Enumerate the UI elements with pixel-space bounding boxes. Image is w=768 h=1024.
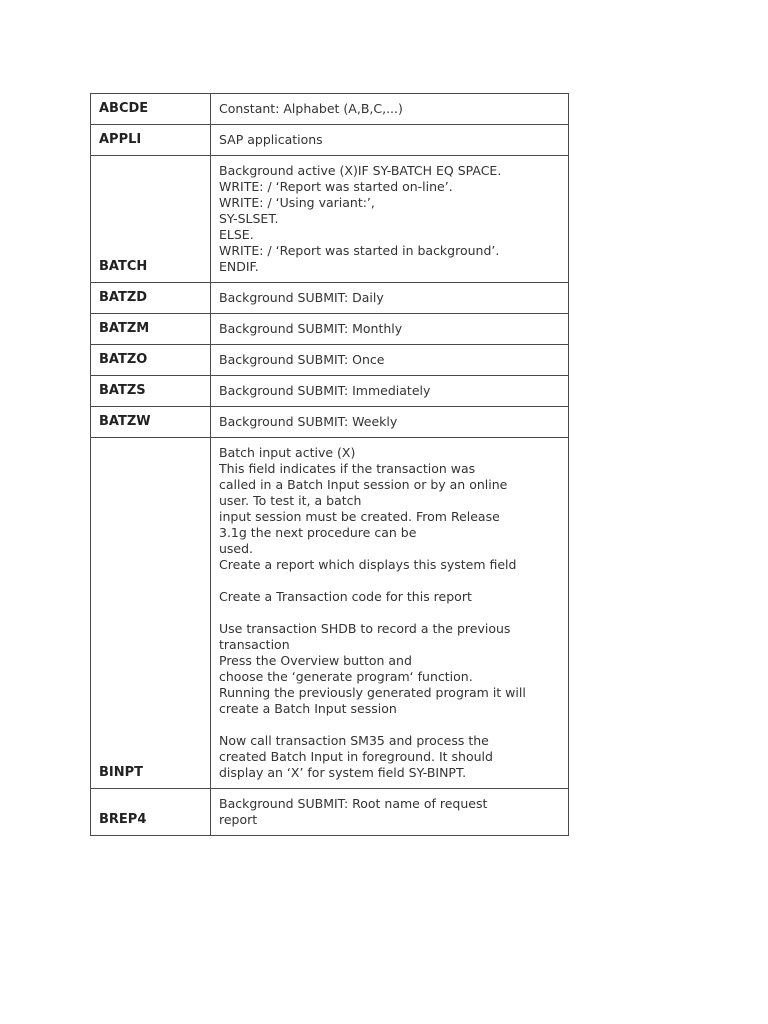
table-row [91,407,569,438]
table-row [91,125,569,156]
description-paragraph: Now call transaction SM35 and process the created Batch Input in foreground. It should display an ‘X’ for system field SY-BINPT. [219,733,493,780]
description-paragraph: Background SUBMIT: Monthly [219,321,403,336]
description-cell [211,345,569,376]
field-name-cell: BATZW [91,407,211,438]
description-cell [211,94,569,125]
description-paragraph: Background SUBMIT: Immediately [219,383,431,398]
description-cell [211,283,569,314]
description-paragraph: Use transaction SHDB to record a the previous transaction Press the Overview button and choose the ‘generate program‘ function. Running the previously generated program it will create a Batch Input session [219,621,526,716]
description-paragraph: SAP applications [219,132,323,147]
description-cell [211,125,569,156]
field-name-cell: BREP4 [91,789,211,836]
table-row [91,376,569,407]
description-cell [211,407,569,438]
description-paragraph: Background SUBMIT: Weekly [219,414,398,429]
table-row [91,283,569,314]
field-name-cell: BATZO [91,345,211,376]
description-cell [211,438,569,789]
description-paragraph: Background SUBMIT: Once [219,352,385,367]
table-row [91,438,569,789]
table-row [91,156,569,283]
description-paragraph: Batch input active (X) This field indicates if the transaction was called in a Batch Input session or by an online user. To test it, a batch input session must be created. From Release 3.1g the next procedure can be used. Create a report which displays this system field [219,445,517,572]
field-name-cell: ABCDE [91,94,211,125]
description-paragraph: Background SUBMIT: Root name of request report [219,796,488,827]
table-row [91,94,569,125]
description-paragraph: Create a Transaction code for this report [219,589,472,604]
field-name-cell: BATZD [91,283,211,314]
description-paragraph: Background SUBMIT: Daily [219,290,384,305]
system-fields-table [90,93,569,836]
description-cell [211,789,569,836]
table-row [91,345,569,376]
description-cell [211,314,569,345]
field-name-cell: BATZS [91,376,211,407]
description-paragraph: Constant: Alphabet (A,B,C,...) [219,101,403,116]
field-name-cell: BINPT [91,438,211,789]
field-name-cell: APPLI [91,125,211,156]
field-name-cell: BATZM [91,314,211,345]
table-body [91,94,569,836]
table-row [91,314,569,345]
field-name-cell: BATCH [91,156,211,283]
description-paragraph: Background active (X)IF SY-BATCH EQ SPACE. WRITE: / ‘Report was started on-line’. WRITE: / ‘Using variant:’, SY-SLSET. ELSE. WRITE: / ‘Report was started in background’. ENDIF. [219,163,502,274]
description-cell [211,376,569,407]
description-cell [211,156,569,283]
table-row [91,789,569,836]
